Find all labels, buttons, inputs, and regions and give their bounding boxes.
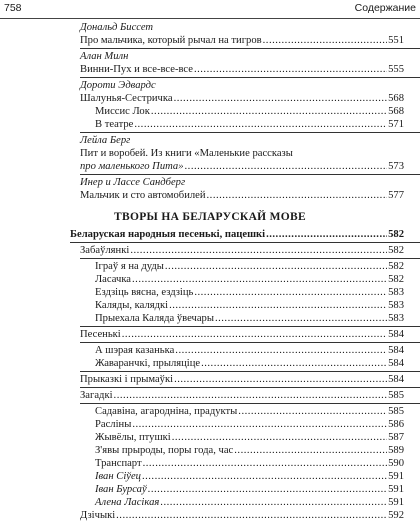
dot-leader — [207, 189, 388, 202]
page-ref: 592 — [388, 510, 404, 521]
page-ref: 591 — [388, 497, 404, 508]
author-name — [0, 79, 420, 92]
toc-entry[interactable] — [0, 344, 420, 357]
divider — [80, 77, 420, 78]
divider — [70, 242, 420, 243]
entry-title: Ездзіць вясна, ездзіць — [95, 287, 194, 298]
entry-title: Беларуская народныя песенькі, пацешкі — [70, 229, 266, 240]
entry-title: В театре — [95, 119, 134, 130]
toc-entry[interactable] — [0, 244, 420, 257]
entry-title: Пит и воробей. Из книги «Маленькие рассказы — [80, 148, 293, 159]
page-ref: 584 — [388, 329, 404, 340]
toc-entry[interactable] — [0, 63, 420, 76]
page-ref: 568 — [388, 93, 404, 104]
dot-leader — [142, 470, 387, 483]
dot-leader — [266, 228, 387, 241]
entry-title: Шалунья-Сестричка — [80, 93, 173, 104]
page-ref: 583 — [388, 300, 404, 311]
table-of-contents — [0, 21, 420, 522]
toc-entry[interactable] — [0, 496, 420, 509]
toc-entry[interactable] — [0, 431, 420, 444]
page-ref: 573 — [388, 161, 404, 172]
dot-leader — [132, 273, 387, 286]
divider — [80, 258, 420, 259]
running-title: Содержание — [354, 2, 416, 14]
dot-leader — [116, 509, 387, 522]
author-label: Инер и Лассе Сандберг — [80, 177, 186, 188]
author-name — [0, 50, 420, 63]
dot-leader — [238, 405, 387, 418]
dot-leader — [143, 457, 388, 470]
author-label: Дональд Биссет — [80, 22, 154, 33]
toc-entry[interactable] — [0, 470, 420, 483]
author-name — [0, 176, 420, 189]
page-ref: 585 — [388, 406, 404, 417]
page-ref: 582 — [388, 261, 404, 272]
entry-title: Ласачка — [95, 274, 132, 285]
dot-leader — [263, 34, 387, 47]
page-ref: 583 — [388, 287, 404, 298]
dot-leader — [130, 244, 387, 257]
page-ref: 590 — [388, 458, 404, 469]
divider — [80, 371, 420, 372]
page-ref: 582 — [388, 245, 404, 256]
toc-entry[interactable] — [0, 260, 420, 273]
entry-title: Миссис Лок — [95, 106, 150, 117]
page-ref: 589 — [388, 445, 404, 456]
entry-title: Загадкі — [80, 390, 113, 401]
page-ref: 571 — [388, 119, 404, 130]
divider — [80, 403, 420, 404]
page-ref: 585 — [388, 390, 404, 401]
divider — [80, 342, 420, 343]
dot-leader — [185, 160, 388, 173]
toc-entry[interactable] — [0, 299, 420, 312]
entry-title: Іван Сіўец — [95, 471, 141, 482]
dot-leader — [172, 431, 387, 444]
entry-title: Алена Ласікая — [95, 497, 160, 508]
page-ref: 591 — [388, 484, 404, 495]
entry-title: Мальчик и сто автомобилей — [80, 190, 206, 201]
page-ref: 587 — [388, 432, 404, 443]
page-ref: 584 — [388, 374, 404, 385]
dot-leader — [134, 118, 387, 131]
dot-leader — [174, 373, 387, 386]
page-ref: 568 — [388, 106, 404, 117]
toc-entry[interactable] — [0, 160, 420, 173]
toc-entry[interactable] — [0, 286, 420, 299]
entry-title: Каляды, калядкі — [95, 300, 169, 311]
entry-title: Жывёлы, птушкі — [95, 432, 171, 443]
entry-title: Іван Бурсаў — [95, 484, 147, 495]
toc-entry[interactable] — [0, 273, 420, 286]
entry-title: Прыказкі і прымаўкі — [80, 374, 174, 385]
divider — [80, 174, 420, 175]
dot-leader — [151, 105, 387, 118]
dot-leader — [234, 444, 387, 457]
toc-entry[interactable] — [0, 92, 420, 105]
toc-entry[interactable] — [0, 189, 420, 202]
dot-leader — [169, 299, 387, 312]
entry-title: Жаваранчкі, прыляціце — [95, 358, 201, 369]
entry-title: Расліны — [95, 419, 132, 430]
entry-title: Песенькі — [80, 329, 121, 340]
page-ref: 555 — [388, 64, 404, 75]
toc-entry[interactable] — [0, 405, 420, 418]
toc-entry[interactable] — [0, 312, 420, 325]
toc-entry[interactable] — [0, 457, 420, 470]
toc-entry[interactable] — [0, 483, 420, 496]
dot-leader — [194, 63, 387, 76]
dot-leader — [215, 312, 387, 325]
page-ref: 582 — [388, 229, 404, 240]
entry-title: Забаўлянкі — [80, 245, 130, 256]
entry-title: Про мальчика, который рычал на тигров — [80, 35, 262, 46]
divider — [80, 132, 420, 133]
dot-leader — [201, 357, 387, 370]
toc-entry[interactable] — [0, 34, 420, 47]
toc-entry[interactable] — [0, 373, 420, 386]
entry-title: про маленького Пита» — [80, 161, 184, 172]
dot-leader — [174, 92, 388, 105]
dot-leader — [194, 286, 387, 299]
author-label: Дороти Эдвардс — [80, 80, 156, 91]
dot-leader — [122, 328, 387, 341]
toc-entry[interactable] — [0, 444, 420, 457]
toc-entry[interactable] — [0, 328, 420, 341]
entry-title: А шэрая казанька — [95, 345, 175, 356]
author-label: Алан Милн — [80, 51, 129, 62]
toc-entry[interactable] — [0, 389, 420, 402]
running-header — [0, 0, 420, 19]
entry-title: З'явы прыроды, поры года, час — [95, 445, 234, 456]
page-ref: 582 — [388, 274, 404, 285]
page-ref: 583 — [388, 313, 404, 324]
dot-leader — [160, 496, 387, 509]
toc-entry[interactable] — [0, 509, 420, 522]
dot-leader — [148, 483, 387, 496]
author-name — [0, 21, 420, 34]
dot-leader — [114, 389, 388, 402]
divider — [80, 48, 420, 49]
page-number: 758 — [4, 2, 22, 14]
page-ref: 551 — [388, 35, 404, 46]
toc-entry[interactable] — [0, 228, 420, 241]
dot-leader — [165, 260, 387, 273]
section-heading: ТВОРЫ НА БЕЛАРУСКАЙ МОВЕ — [114, 211, 306, 223]
page-ref: 577 — [388, 190, 404, 201]
divider — [80, 387, 420, 388]
entry-title: Винни-Пух и все-все-все — [80, 64, 193, 75]
dot-leader — [175, 344, 387, 357]
author-label: Лейла Берг — [80, 135, 131, 146]
entry-title: Садавіна, агародніна, прадукты — [95, 406, 238, 417]
entry-title: Ігpaў я на дуды — [95, 261, 164, 272]
toc-entry[interactable] — [0, 118, 420, 131]
page-ref: 586 — [388, 419, 404, 430]
page-ref: 591 — [388, 471, 404, 482]
toc-entry[interactable] — [0, 147, 420, 160]
author-name — [0, 134, 420, 147]
entry-title: Дзічыкі — [80, 510, 116, 521]
toc-entry[interactable] — [0, 357, 420, 370]
toc-entry[interactable] — [0, 105, 420, 118]
entry-title: Транспарт — [95, 458, 142, 469]
divider — [80, 326, 420, 327]
entry-title: Прыехала Каляда ўвечары — [95, 313, 214, 324]
page-ref: 584 — [388, 358, 404, 369]
page-ref: 584 — [388, 345, 404, 356]
